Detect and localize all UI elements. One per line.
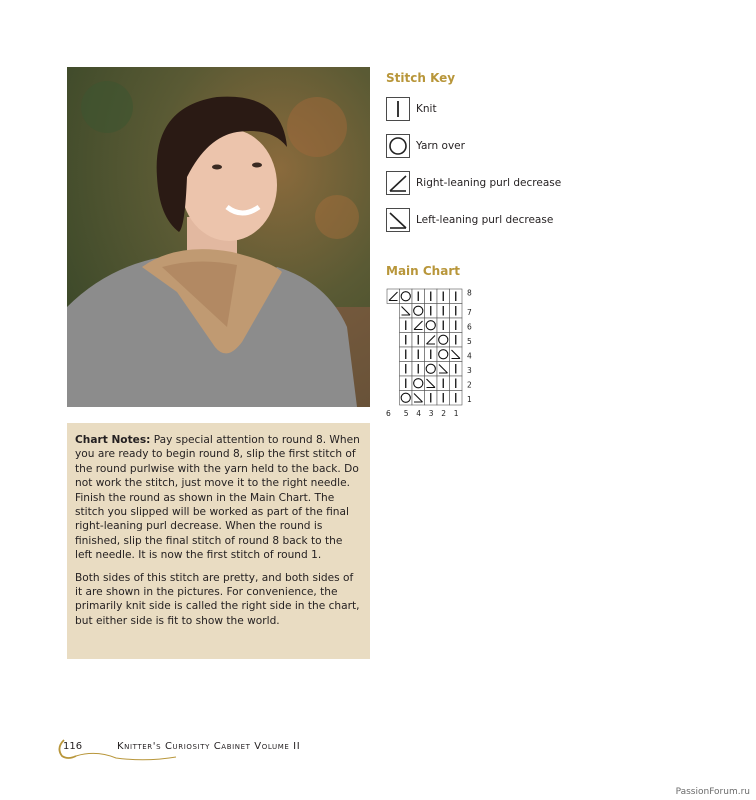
yarn-over-symbol-icon bbox=[386, 134, 410, 158]
stitch-key-label: Knit bbox=[416, 103, 437, 115]
right-leaning-purl-decrease-icon bbox=[386, 171, 410, 195]
stitch-key-label: Left-leaning purl decrease bbox=[416, 214, 554, 226]
chart-notes-text: Pay special attention to round 8. When you are ready to begin round 8, slip the first stitch of the round purlwise with the yarn held to the back. Do not work the stitch, just move it to the right needle. Finish the round as shown in the Main Chart. The stitch you slipped will be worked as part of the final right-leaning purl decrease. When the round is finished, slip the final stitch of round 8 back to the left needle. It is now the first stitch of round 1. bbox=[75, 434, 360, 562]
stitch-key-item-knit bbox=[386, 96, 437, 122]
round-number-label: 7 bbox=[467, 307, 472, 317]
model-photo bbox=[67, 67, 370, 407]
chart-notes-box bbox=[67, 423, 370, 659]
column-number-label: 4 bbox=[416, 409, 422, 418]
stitch-key-title: Stitch Key bbox=[386, 71, 456, 85]
stitch-key-item-yarn-over bbox=[386, 133, 465, 159]
round-number-label: 5 bbox=[467, 336, 472, 346]
round-number-label: 3 bbox=[467, 365, 472, 375]
chart-notes-paragraph bbox=[75, 433, 362, 563]
stitch-key-item-left-leaning-purl-decrease bbox=[386, 207, 553, 233]
main-chart-grid bbox=[385, 287, 505, 422]
column-number-label: 1 bbox=[453, 409, 459, 418]
book-title: Knitter's Curiosity Cabinet Volume II bbox=[117, 741, 301, 752]
column-number-label: 2 bbox=[441, 409, 447, 418]
watermark: PassionForum.ru bbox=[675, 787, 750, 797]
main-chart-title: Main Chart bbox=[386, 264, 460, 278]
stitch-key-item-right-leaning-purl-decrease bbox=[386, 170, 561, 196]
chart-notes-paragraph-2: Both sides of this stitch are pretty, and both sides of it are shown in the pictures. For convenience, the primarily knit side is called the right side in the chart, but either side is fit to show the world. bbox=[75, 571, 360, 627]
round-number-label: 2 bbox=[467, 380, 472, 390]
page-number: 116 bbox=[63, 741, 83, 752]
column-number-label: 3 bbox=[428, 409, 434, 418]
stitch-key-label: Yarn over bbox=[416, 140, 465, 152]
round-number-label: 8 bbox=[467, 288, 472, 298]
round-number-label: 4 bbox=[467, 351, 472, 361]
chart-notes-lead: Chart Notes: bbox=[75, 434, 151, 446]
round-number-label: 6 bbox=[467, 322, 472, 332]
stitch-key-label: Right-leaning purl decrease bbox=[416, 177, 562, 189]
knit-symbol-icon bbox=[386, 97, 410, 121]
column-number-label: 6 bbox=[386, 409, 391, 418]
main-chart bbox=[385, 287, 505, 422]
page-footer bbox=[56, 736, 356, 762]
round-number-label: 1 bbox=[467, 394, 472, 404]
column-number-label: 5 bbox=[403, 409, 409, 418]
left-leaning-purl-decrease-icon bbox=[386, 208, 410, 232]
